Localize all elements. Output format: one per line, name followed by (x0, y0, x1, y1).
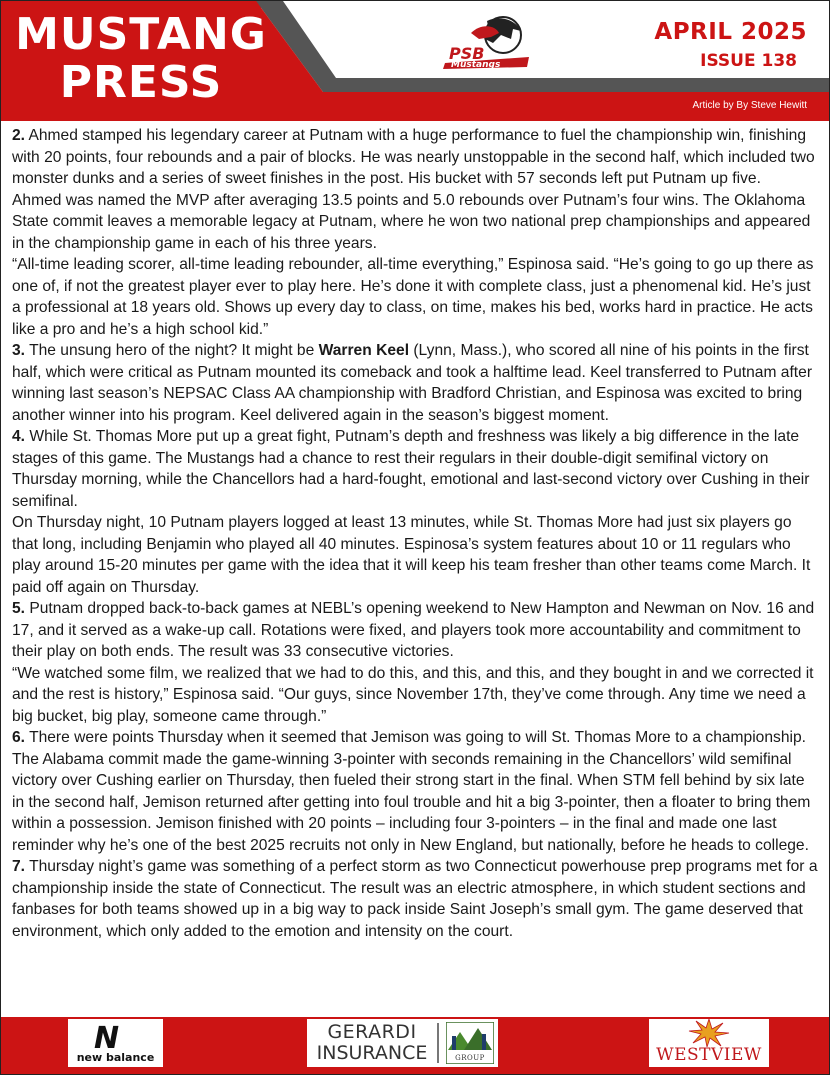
paragraph-text: On Thursday night, 10 Putnam players logged at least 13 minutes, while St. Thomas More had just six players go that long, including Benjamin who played all 40 minutes. Espinosa’s system features about 10 or 11 regulars who play around 15-20 minutes per game with the idea that it will keep his team fresher than other teams come March. It paid off again on Thursday. (12, 514, 811, 596)
masthead-line-1: MUSTANG (15, 9, 267, 60)
masthead-title (3, 11, 279, 107)
article-paragraph (12, 254, 820, 340)
mustang-logo-icon (441, 13, 533, 69)
article-paragraph (12, 512, 820, 598)
paragraph-text: (Lynn, Mass.), who scored all nine of his points in the first half, which were critical as Putnam mounted its comeback and took a halftime lead. Keel transferred to Putnam after winning last season’s NEPSAC Class AA championship with Bradford Christian, and Espinosa was excited to bring another winner into his program. Keel delivered again in the season’s biggest moment. (12, 342, 813, 424)
article-paragraph (12, 598, 820, 663)
item-number: 7. (12, 858, 26, 875)
paragraph-text: “We watched some film, we realized that we had to do this, and this, and this, and they bought in and we corrected it and the rest is history,” Espinosa said. “Our guys, since November 17th, they’ve come through. Any time we need a big bucket, big play, someone came through.” (12, 664, 814, 725)
issue-date: APRIL 2025 (654, 19, 807, 45)
paragraph-text: Thursday night’s game was something of a perfect storm as two Connecticut powerhouse prep programs met for a championship inside the state of Connecticut. The result was an electric atmosphere, in which student sections and fanbases for both teams showed up in a big way to pack inside Saint Joseph’s small gym. The game deserved that environment, which only added to the emotion and intensity on the court. (12, 858, 818, 940)
article-paragraph (12, 340, 820, 426)
item-number: 4. (12, 428, 26, 445)
westview-star-icon (687, 1019, 731, 1047)
item-number: 5. (12, 600, 26, 617)
item-number: 6. (12, 729, 26, 746)
item-number: 2. (12, 127, 26, 144)
gerardi-name-line-1: GERARDI (327, 1021, 417, 1043)
paragraph-text: The unsung hero of the night? It might be (25, 342, 319, 359)
new-balance-logo-icon: N (94, 1021, 117, 1056)
paragraph-text: There were points Thursday when it seemed that Jemison was going to will St. Thomas More to a championship. The Alabama commit made the game-winning 3-pointer with seconds remaining in the Chancellors’ wild semifinal victory over Cushing earlier on Thursday, then fueled their strong start in the final. When STM fell behind by six late in the second half, Jemison returned after getting into foul trouble and hit a big 3-pointer, then a floater to bring them within a possession. Jemison finished with 20 points – including four 3-pointers – in the final and made one last reminder why he’s one of the best 2025 recruits not only in New England, but nationally, before he heads to college. (12, 729, 811, 854)
paragraph-text: “All-time leading scorer, all-time leading rebounder, all-time everything,” Espinosa said. “He’s going to go up there as one of, if not the greatest player ever to play here. He’s done it with complete class, just a phenomenal kid. He’s just a professional at 18 years old. Shows up every day to class, on time, makes his bed, works hard in practice. He acts like a pro and he’s a high school kid.” (12, 256, 814, 338)
sponsor-footer (1, 1017, 829, 1074)
item-number: 3. (12, 342, 26, 359)
hill-group-label: GROUP (455, 1054, 485, 1062)
masthead-line-2: PRESS (59, 57, 223, 108)
paragraph-text: Putnam dropped back-to-back games at NEBL’s opening weekend to New Hampton and Newman on Nov. 16 and 17, and it served as a wake-up call. Rotations were fixed, and players took more accountability and commitment to their play on both ends. The result was 33 consecutive victories. (12, 600, 815, 660)
gerardi-name-line-2: INSURANCE (316, 1042, 428, 1064)
article-paragraph (12, 426, 820, 512)
gerardi-divider (437, 1023, 439, 1063)
westview-name: WESTVIEW (656, 1045, 762, 1065)
article-paragraph (12, 856, 820, 942)
article-body (12, 125, 820, 942)
article-paragraph (12, 727, 820, 856)
paragraph-text: Ahmed was named the MVP after averaging 13.5 points and 5.0 rebounds over Putnam’s four wins. The Oklahoma State commit leaves a memorable legacy at Putnam, where he won two national prep championships and appeared in the championship game in each of his three years. (12, 191, 811, 252)
svg-text:Mustangs: Mustangs (451, 60, 501, 69)
sponsor-new-balance[interactable] (68, 1019, 163, 1067)
paragraph-text: While St. Thomas More put up a great fight, Putnam’s depth and freshness was likely a big difference in the late stages of this game. The Mustangs had a chance to rest their regulars in their double-digit semifinal victory on Thursday morning, while the Chancellors had a hard-fought, emotional and last-second victory over Cushing in their semifinal. (12, 428, 810, 510)
player-name: Warren Keel (318, 342, 410, 359)
logo-text: PSB (449, 44, 485, 63)
article-paragraph (12, 663, 820, 728)
article-paragraph (12, 125, 820, 190)
paragraph-text: Ahmed stamped his legendary career at Putnam with a huge performance to fuel the championship win, finishing with 20 points, four rebounds and a pair of blocks. He was nearly unstoppable in the second half, which included two monster dunks and a series of sweet finishes in the post. His bucket with 57 seconds left put Putnam up five. (12, 127, 815, 187)
sponsor-westview[interactable] (649, 1019, 769, 1067)
issue-number: ISSUE 138 (700, 51, 797, 71)
article-paragraph (12, 190, 820, 255)
article-byline: Article by By Steve Hewitt (692, 100, 807, 111)
sponsor-gerardi-insurance[interactable] (307, 1019, 498, 1067)
masthead-header (1, 1, 829, 121)
new-balance-name: new balance (76, 1051, 155, 1064)
